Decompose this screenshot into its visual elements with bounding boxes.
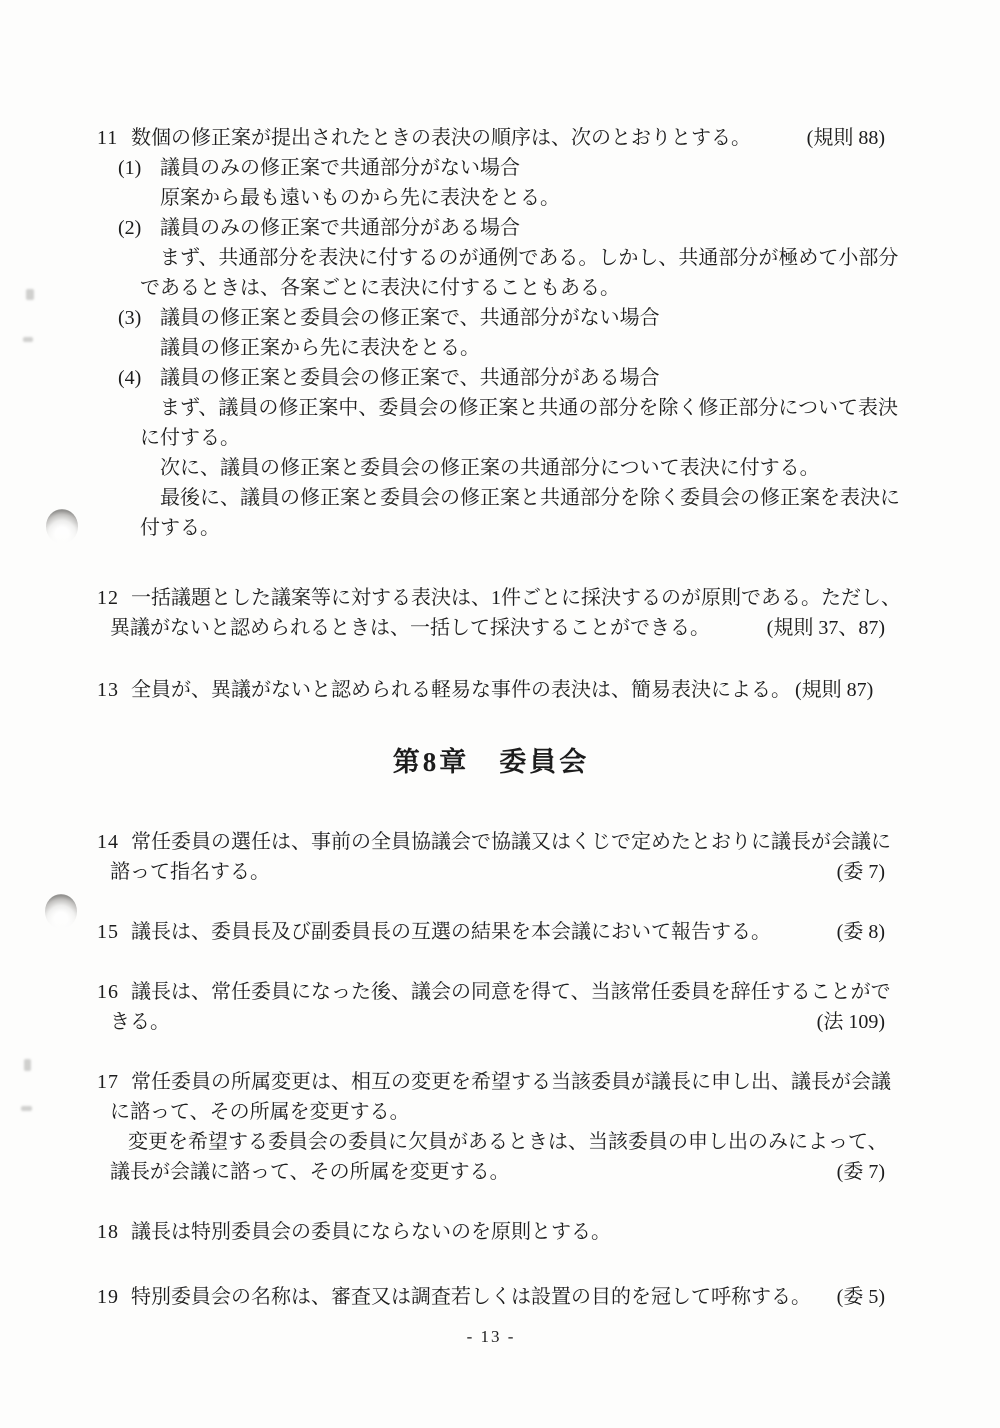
statute-reference: (規則 88) — [806, 127, 885, 149]
statute-reference: (委 7) — [836, 861, 885, 883]
item-17-line — [97, 1157, 885, 1187]
procedure-text: まず、議員の修正案中、委員会の修正案と共通の部分を除く修正部分について表決 — [160, 397, 898, 419]
punch-hole-top — [46, 509, 78, 544]
case-1-procedure-line — [97, 183, 885, 213]
statute-reference: (委 5) — [836, 1286, 885, 1308]
case-4-procedure-line — [97, 393, 898, 423]
case-4-procedure-line — [97, 483, 900, 513]
case-4-title-line — [97, 363, 885, 393]
item-15-line — [97, 917, 885, 947]
item-number: 15 — [97, 921, 119, 943]
item-number: 11 — [97, 127, 119, 149]
case-3-title-line — [97, 303, 885, 333]
procedure-text: 次に、議員の修正案と委員会の修正案の共通部分について表決に付する。 — [160, 457, 820, 479]
item-17-line — [97, 1067, 891, 1097]
scan-speck — [24, 1059, 31, 1071]
item-11-heading-line — [97, 123, 885, 153]
item-11 — [97, 123, 900, 543]
item-number: 19 — [97, 1286, 119, 1308]
item-number: 18 — [97, 1221, 119, 1243]
item-text: 常任委員の所属変更は、相互の変更を希望する当該委員が議長に申し出、議長が会議 — [131, 1071, 891, 1093]
case-1-title-line — [97, 153, 885, 183]
item-15 — [97, 917, 885, 947]
item-text: 異議がないと認められるときは、一括して採決することができる。 — [110, 617, 710, 639]
page-number: - 13 - — [466, 1327, 516, 1346]
item-text: きる。 — [110, 1011, 170, 1033]
case-label: (4) — [118, 367, 142, 389]
statute-reference: (法 109) — [816, 1011, 885, 1033]
item-text: 変更を希望する委員会の委員に欠員があるときは、当該委員の申し出のみによって、 — [128, 1131, 888, 1153]
item-number: 13 — [97, 679, 119, 701]
item-18-line — [97, 1217, 885, 1247]
item-16 — [97, 977, 891, 1037]
item-text: 常任委員の選任は、事前の全員協議会で協議又はくじで定めたとおりに議長が会議に — [131, 831, 891, 853]
case-2-procedure-line — [97, 243, 899, 273]
item-text: 数個の修正案が提出されたときの表決の順序は、次のとおりとする。 — [131, 127, 751, 149]
chapter-heading: 第8章 委員会 — [392, 747, 590, 777]
item-14-line — [97, 857, 885, 887]
item-13 — [97, 675, 885, 705]
item-number: 17 — [97, 1071, 119, 1093]
case-4-procedure-line — [97, 423, 885, 453]
case-title: 議員の修正案と委員会の修正案で、共通部分がある場合 — [160, 367, 660, 389]
statute-reference: (規則 87) — [795, 679, 874, 701]
item-number: 12 — [97, 587, 119, 609]
item-16-line — [97, 977, 891, 1007]
scan-speck — [23, 337, 33, 342]
scan-speck — [26, 289, 34, 300]
item-text: 全員が、異議がないと認められる軽易な事件の表決は、簡易表決による。 — [131, 679, 791, 701]
case-2-title-line — [97, 213, 885, 243]
item-number: 14 — [97, 831, 119, 853]
item-16-line — [97, 1007, 885, 1037]
item-text: 一括議題とした議案等に対する表決は、1件ごとに採決するのが原則である。ただし、 — [131, 587, 901, 609]
case-3-procedure-line — [97, 333, 885, 363]
item-18 — [97, 1217, 885, 1247]
item-17 — [97, 1067, 891, 1187]
statute-reference: (規則 37、87) — [766, 617, 885, 639]
item-14-line — [97, 827, 891, 857]
item-19 — [97, 1282, 885, 1312]
item-text: 特別委員会の名称は、審査又は調査若しくは設置の目的を冠して呼称する。 — [131, 1286, 811, 1308]
statute-reference: (委 8) — [836, 921, 885, 943]
item-12-line — [97, 613, 885, 643]
item-12-line — [97, 583, 901, 613]
procedure-text: 原案から最も遠いものから先に表決をとる。 — [160, 187, 560, 209]
page-content — [97, 0, 901, 1352]
item-text: に諮って、その所属を変更する。 — [110, 1101, 410, 1123]
item-19-line — [97, 1282, 885, 1312]
case-2-procedure-line — [97, 273, 885, 303]
case-label: (2) — [118, 217, 142, 239]
punch-hole-bottom — [45, 894, 77, 929]
procedure-text: 付する。 — [140, 517, 220, 539]
item-text: 議長は特別委員会の委員にならないのを原則とする。 — [131, 1221, 611, 1243]
case-title: 議員のみの修正案で共通部分がある場合 — [160, 217, 520, 239]
procedure-text: まず、共通部分を表決に付するのが通例である。しかし、共通部分が極めて小部分 — [160, 247, 899, 269]
item-text: 諮って指名する。 — [110, 861, 270, 883]
item-text: 議長が会議に諮って、その所属を変更する。 — [110, 1161, 510, 1183]
item-text: 議長は、委員長及び副委員長の互選の結果を本会議において報告する。 — [131, 921, 771, 943]
item-13-line — [97, 675, 885, 705]
case-label: (1) — [118, 157, 142, 179]
item-17-line — [97, 1097, 885, 1127]
item-number: 16 — [97, 981, 119, 1003]
procedure-text: 最後に、議員の修正案と委員会の修正案と共通部分を除く委員会の修正案を表決に — [160, 487, 900, 509]
item-12 — [97, 583, 901, 643]
scan-speck — [21, 1106, 32, 1111]
statute-reference: (委 7) — [836, 1161, 885, 1183]
item-17-line — [97, 1127, 888, 1157]
item-14 — [97, 827, 891, 887]
case-title: 議員の修正案と委員会の修正案で、共通部分がない場合 — [160, 307, 660, 329]
procedure-text: に付する。 — [140, 427, 240, 449]
procedure-text: 議員の修正案から先に表決をとる。 — [160, 337, 480, 359]
case-title: 議員のみの修正案で共通部分がない場合 — [160, 157, 520, 179]
case-4-procedure-line — [97, 513, 885, 543]
case-4-procedure-line — [97, 453, 885, 483]
item-text: 議長は、常任委員になった後、議会の同意を得て、当該常任委員を辞任することがで — [131, 981, 891, 1003]
procedure-text: であるときは、各案ごとに表決に付することもある。 — [140, 277, 620, 299]
case-label: (3) — [118, 307, 142, 329]
